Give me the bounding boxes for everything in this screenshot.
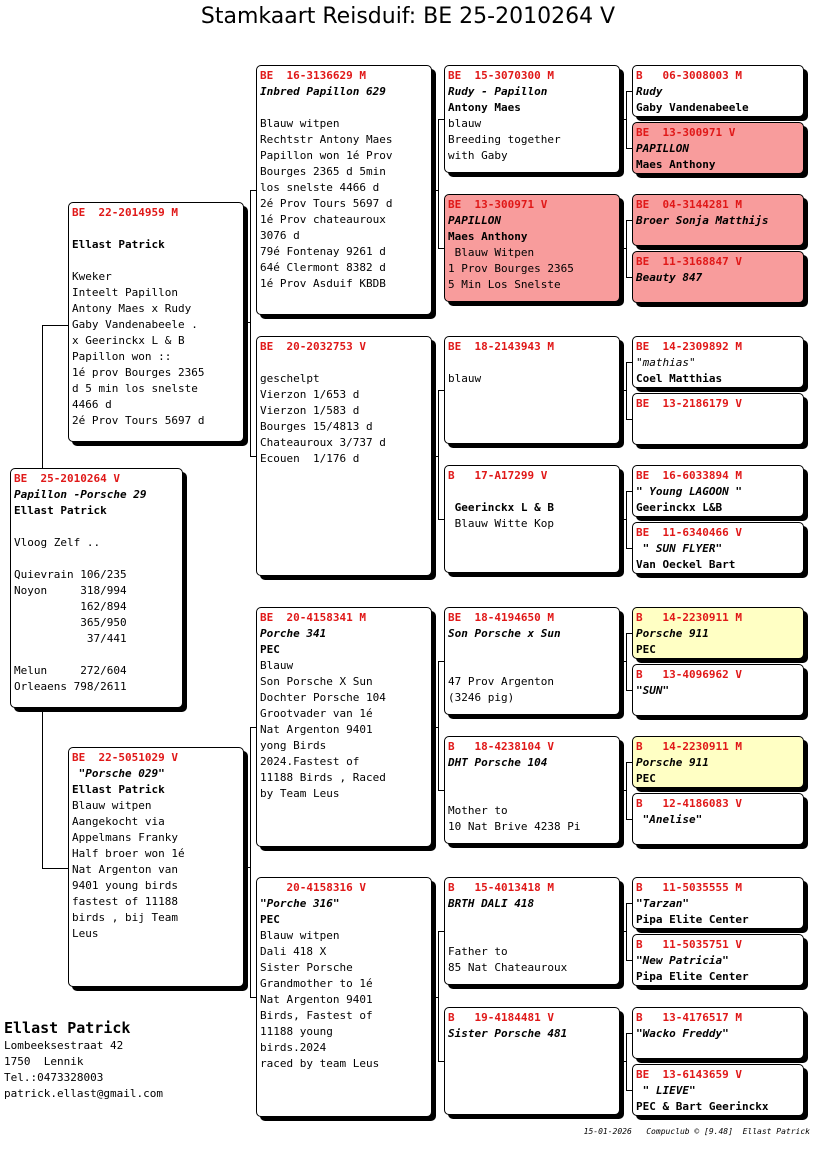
connector-line	[42, 325, 43, 468]
pigeon-info-line: Blauw Witpen	[448, 246, 535, 259]
pigeon-info-line: Antony Maes	[448, 101, 521, 114]
pigeon-info-line: Breeding together	[448, 133, 561, 146]
pigeon-info-line: 2é Prov Tours 5697 d	[260, 197, 393, 210]
pigeon-info-line: 11188 young	[260, 1025, 333, 1038]
pigeon-info-line	[14, 647, 179, 663]
pigeon-info-line: Blauw witpen	[72, 799, 152, 812]
ring-number: BE 18-4194650 M	[448, 611, 554, 624]
ring-number: B 11-5035555 M	[636, 881, 742, 894]
ring-number: BE 20-2032753 V	[260, 340, 366, 353]
pigeon-info-line	[14, 551, 179, 567]
pigeon-info-line: Sister Porsche	[260, 961, 353, 974]
pigeon-card-dam	[68, 747, 244, 987]
pigeon-info-line: "Porsche 029"	[72, 767, 165, 780]
pigeon-info-line: Vierzon 1/653 d	[260, 388, 360, 401]
pigeon-card-root	[10, 468, 183, 708]
pigeon-card-g1	[632, 65, 804, 117]
pigeon-info-line	[448, 928, 616, 944]
pigeon-info-line: 365/950	[14, 616, 127, 629]
pigeon-info-line: PEC	[636, 643, 656, 656]
pigeon-info-line: 2024.Fastest of	[260, 755, 360, 768]
connector-line	[626, 903, 627, 960]
connector-line	[626, 362, 627, 419]
pigeon-info-line: Papillon won 1é Prov	[260, 149, 393, 162]
pigeon-info-line: Half broer won 1é	[72, 847, 185, 860]
pigeon-info-line: birds.2024	[260, 1041, 327, 1054]
pigeon-info-line: Nat Argenton 9401	[260, 993, 373, 1006]
pigeon-info-line: 10 Nat Brive 4238 Pi	[448, 820, 581, 833]
pigeon-info-line: Ecouen 1/176 d	[260, 452, 360, 465]
pigeon-info-line: 85 Nat Chateauroux	[448, 961, 568, 974]
pigeon-info-line: Noyon 318/994	[14, 584, 127, 597]
pigeon-info-line: Bourges 2365 d 5min	[260, 165, 386, 178]
pigeon-info-line	[448, 787, 616, 803]
pigeon-info-line: geschelpt	[260, 372, 320, 385]
owner-street: Lombeeksestraat 42	[4, 1039, 124, 1052]
pigeon-info-line	[448, 355, 616, 371]
pigeon-info-line: Vloog Zelf ..	[14, 536, 101, 549]
pigeon-info-line: "Anelise"	[636, 813, 703, 826]
pigeon-info-line: 1 Prov Bourges 2365	[448, 262, 574, 275]
pigeon-info-line: Maes Anthony	[448, 230, 528, 243]
pigeon-info-line: Van Oeckel Bart	[636, 558, 736, 571]
pigeon-info-line: " Young LAGOON "	[636, 485, 742, 498]
pigeon-card-g2	[632, 122, 804, 174]
ring-number: BE 16-6033894 M	[636, 469, 742, 482]
pigeon-info-line: 37/441	[14, 632, 127, 645]
pigeon-info-line: 1é Prov chateauroux	[260, 213, 386, 226]
pigeon-card-g16	[632, 1064, 804, 1116]
pigeon-info-line: 79é Fontenay 9261 d	[260, 245, 386, 258]
pigeon-info-line: Father to	[448, 945, 508, 958]
pigeon-info-line: 3076 d	[260, 229, 300, 242]
ring-number: BE 20-4158341 M	[260, 611, 366, 624]
ring-number: B 17-A17299 V	[448, 469, 548, 482]
pigeon-card-g15	[632, 1007, 804, 1059]
owner-email: patrick.ellast@gmail.com	[4, 1087, 163, 1100]
pigeon-info-line: PEC	[260, 643, 280, 656]
connector-line	[42, 868, 68, 869]
pigeon-info-line: "Tarzan"	[636, 897, 689, 910]
pigeon-info-line: PAPILLON	[636, 142, 689, 155]
ring-number: BE 13-300971 V	[448, 198, 548, 211]
ring-number: B 15-4013418 M	[448, 881, 554, 894]
pigeon-info-line: Inteelt Papillon	[72, 286, 178, 299]
pigeon-info-line: "SUN"	[636, 684, 670, 697]
pigeon-card-dss	[444, 607, 620, 715]
pigeon-info-line: Kweker	[72, 270, 112, 283]
connector-line	[42, 325, 68, 326]
pigeon-card-sd	[256, 336, 432, 576]
ring-number: BE 04-3144281 M	[636, 198, 742, 211]
pigeon-info-line: Son Porsche x Sun	[448, 627, 561, 640]
pigeon-card-sds	[444, 336, 620, 444]
pigeon-info-line: (3246 pig)	[448, 691, 515, 704]
pigeon-info-line	[72, 221, 240, 237]
pigeon-info-line: Gaby Vandenabeele	[636, 101, 749, 114]
pigeon-info-line: raced by team Leus	[260, 1057, 380, 1070]
pigeon-info-line: PEC	[636, 772, 656, 785]
pigeon-info-line: Nat Argenton 9401	[260, 723, 373, 736]
ring-number: B 14-2230911 M	[636, 611, 742, 624]
ring-number: BE 25-2010264 V	[14, 472, 120, 485]
pigeon-info-line: 5 Min Los Snelste	[448, 278, 561, 291]
pigeon-info-line: Blauw witpen	[260, 929, 340, 942]
pigeon-card-g12	[632, 793, 804, 845]
pigeon-info-line: 47 Prov Argenton	[448, 675, 554, 688]
pigeon-info-line: Blauw Witte Kop	[448, 517, 554, 530]
pigeon-info-line: Aangekocht via	[72, 815, 165, 828]
page-title: Stamkaart Reisduif: BE 25-2010264 V	[200, 4, 616, 29]
pigeon-info-line: Rudy - Papillon	[448, 85, 548, 98]
connector-line	[438, 390, 439, 519]
pigeon-info-line: Chateauroux 3/737 d	[260, 436, 386, 449]
pigeon-card-g3	[632, 194, 804, 246]
ring-number: BE 11-3168847 V	[636, 255, 742, 268]
pigeon-info-line: by Team Leus	[260, 787, 340, 800]
pigeon-info-line	[448, 912, 616, 928]
pigeon-card-g4	[632, 251, 804, 303]
ring-number: BE 11-6340466 V	[636, 526, 742, 539]
pigeon-card-g5	[632, 336, 804, 388]
pigeon-info-line: Birds, Fastest of	[260, 1009, 373, 1022]
ring-number: B 19-4184481 V	[448, 1011, 554, 1024]
pigeon-card-sire	[68, 202, 244, 442]
pigeon-info-line: Blauw	[260, 659, 294, 672]
pigeon-card-ss	[256, 65, 432, 315]
pigeon-info-line: "New Patricia"	[636, 954, 729, 967]
pigeon-info-line: PAPILLON	[448, 214, 501, 227]
pigeon-info-line: 162/894	[14, 600, 127, 613]
pigeon-info-line: Bourges 15/4813 d	[260, 420, 373, 433]
pigeon-info-line: 4466 d	[72, 398, 112, 411]
pigeon-card-g10	[632, 664, 804, 716]
ring-number: BE 13-300971 V	[636, 126, 736, 139]
pigeon-info-line: Maes Anthony	[636, 158, 716, 171]
pigeon-info-line: "Porche 316"	[260, 897, 340, 910]
pigeon-info-line: birds , bij Team	[72, 911, 178, 924]
connector-line	[626, 633, 627, 690]
pigeon-info-line: Coel Matthias	[636, 372, 723, 385]
ring-number: B 13-4176517 M	[636, 1011, 742, 1024]
pigeon-info-line: Porche 341	[260, 627, 327, 640]
pigeon-info-line: Dali 418 X	[260, 945, 327, 958]
pigeon-info-line: 1é Prov Asduif KBDB	[260, 277, 386, 290]
pigeon-info-line: Blauw witpen	[260, 117, 340, 130]
pigeon-card-g7	[632, 465, 804, 517]
pigeon-info-line: Leus	[72, 927, 99, 940]
ring-number: B 06-3008003 M	[636, 69, 742, 82]
pigeon-card-ds	[256, 607, 432, 847]
pigeon-info-line	[260, 355, 428, 371]
ring-number: BE 13-2186179 V	[636, 397, 742, 410]
connector-line	[626, 91, 627, 148]
ring-number: BE 13-6143659 V	[636, 1068, 742, 1081]
pigeon-info-line: Ellast Patrick	[72, 238, 165, 251]
pigeon-info-line: Rechtstr Antony Maes	[260, 133, 393, 146]
connector-line	[438, 661, 439, 790]
pigeon-info-line: Antony Maes x Rudy	[72, 302, 192, 315]
pigeon-info-line: Porsche 911	[636, 627, 709, 640]
pigeon-info-line: " SUN FLYER"	[636, 542, 723, 555]
pigeon-info-line: 11188 Birds , Raced	[260, 771, 386, 784]
connector-line	[250, 190, 251, 456]
pigeon-info-line: Gaby Vandenabeele .	[72, 318, 198, 331]
ring-number: B 12-4186083 V	[636, 797, 742, 810]
connector-line	[626, 220, 627, 277]
ring-number: BE 15-3070300 M	[448, 69, 554, 82]
pigeon-card-g14	[632, 934, 804, 986]
pigeon-card-ssd	[444, 194, 620, 302]
pigeon-info-line: Grandmother to 1é	[260, 977, 373, 990]
connector-line	[626, 491, 627, 548]
pigeon-info-line: Grootvader van 1é	[260, 707, 373, 720]
pigeon-info-line: Son Porsche X Sun	[260, 675, 373, 688]
pigeon-info-line: 64é Clermont 8382 d	[260, 261, 386, 274]
pigeon-info-line: Quievrain 106/235	[14, 568, 127, 581]
owner-phone: Tel.:0473328003	[4, 1071, 104, 1084]
pigeon-card-g6	[632, 393, 804, 445]
pigeon-info-line: los snelste 4466 d	[260, 181, 380, 194]
pigeon-info-line: Vierzon 1/583 d	[260, 404, 360, 417]
pigeon-info-line	[260, 100, 428, 116]
pigeon-info-line: x Geerinckx L & B	[72, 334, 185, 347]
pigeon-info-line: Ellast Patrick	[72, 783, 165, 796]
pigeon-info-line: Beauty 847	[636, 271, 703, 284]
pigeon-info-line	[448, 642, 616, 658]
connector-line	[250, 727, 251, 997]
pigeon-info-line: Rudy	[636, 85, 663, 98]
pigeon-info-line: Geerinckx L&B	[636, 501, 723, 514]
pigeon-card-dd	[256, 877, 432, 1117]
pigeon-info-line: DHT Porsche 104	[448, 756, 548, 769]
pigeon-info-line	[448, 771, 616, 787]
pigeon-info-line: "mathias"	[636, 356, 696, 369]
pigeon-info-line: Appelmans Franky	[72, 831, 178, 844]
pigeon-info-line: Mother to	[448, 804, 508, 817]
pigeon-info-line: Papillon won ::	[72, 350, 172, 363]
pigeon-info-line: Geerinckx L & B	[448, 501, 554, 514]
ring-number: BE 16-3136629 M	[260, 69, 366, 82]
pigeon-card-dsd	[444, 736, 620, 844]
pigeon-info-line: yong Birds	[260, 739, 327, 752]
pigeon-info-line: d 5 min los snelste	[72, 382, 198, 395]
pigeon-info-line: " LIEVE"	[636, 1084, 696, 1097]
pigeon-info-line: Inbred Papillon 629	[260, 85, 386, 98]
pigeon-info-line: Dochter Porsche 104	[260, 691, 386, 704]
connector-line	[438, 119, 439, 248]
pigeon-card-sss	[444, 65, 620, 173]
pigeon-info-line: Pipa Elite Center	[636, 970, 749, 983]
pigeon-card-g13	[632, 877, 804, 929]
pigeon-info-line: Orleaens 798/2611	[14, 680, 127, 693]
pigeon-info-line: PEC	[260, 913, 280, 926]
ring-number: BE 18-2143943 M	[448, 340, 554, 353]
pigeon-info-line: 2é Prov Tours 5697 d	[72, 414, 205, 427]
pigeon-info-line: 9401 young birds	[72, 879, 178, 892]
footer-credit: 15-01-2026 Compuclub © [9.48] Ellast Patrick	[583, 1127, 810, 1136]
pigeon-info-line: 1é prov Bourges 2365	[72, 366, 205, 379]
pigeon-info-line: PEC & Bart Geerinckx	[636, 1100, 769, 1113]
owner-block	[4, 1018, 163, 1102]
owner-name: Ellast Patrick	[4, 1019, 131, 1037]
pigeon-info-line: Pipa Elite Center	[636, 913, 749, 926]
pigeon-info-line: Broer Sonja Matthijs	[636, 214, 769, 227]
pigeon-info-line	[448, 484, 616, 500]
connector-line	[626, 762, 627, 819]
pigeon-info-line: "Wacko Freddy"	[636, 1027, 729, 1040]
pigeon-card-dds	[444, 877, 620, 985]
owner-city: 1750 Lennik	[4, 1055, 84, 1068]
ring-number: B 13-4096962 V	[636, 668, 742, 681]
ring-number: B 11-5035751 V	[636, 938, 742, 951]
pigeon-card-ddd	[444, 1007, 620, 1115]
pigeon-info-line: Porsche 911	[636, 756, 709, 769]
pigeon-info-line: blauw	[448, 117, 482, 130]
ring-number: 20-4158316 V	[260, 881, 366, 894]
pigeon-info-line: Nat Argenton van	[72, 863, 178, 876]
pigeon-info-line: Ellast Patrick	[14, 504, 107, 517]
pigeon-card-g9	[632, 607, 804, 659]
pigeon-info-line: blauw	[448, 372, 482, 385]
pigeon-info-line	[448, 658, 616, 674]
pigeon-info-line: Melun 272/604	[14, 664, 127, 677]
ring-number: BE 14-2309892 M	[636, 340, 742, 353]
pigeon-info-line: Papillon -Porsche 29	[14, 488, 147, 501]
pigeon-info-line: Sister Porsche 481	[448, 1027, 568, 1040]
connector-line	[626, 1033, 627, 1090]
pigeon-info-line	[14, 519, 179, 535]
pigeon-info-line: with Gaby	[448, 149, 508, 162]
ring-number: B 18-4238104 V	[448, 740, 554, 753]
ring-number: B 14-2230911 M	[636, 740, 742, 753]
ring-number: BE 22-5051029 V	[72, 751, 178, 764]
connector-line	[438, 931, 439, 1061]
pigeon-card-g8	[632, 522, 804, 574]
pigeon-info-line	[72, 253, 240, 269]
pigeon-info-line: BRTH DALI 418	[448, 897, 535, 910]
pigeon-card-g11	[632, 736, 804, 788]
pigeon-card-sdd	[444, 465, 620, 573]
ring-number: BE 22-2014959 M	[72, 206, 178, 219]
pigeon-info-line: fastest of 11188	[72, 895, 178, 908]
connector-line	[42, 708, 43, 868]
